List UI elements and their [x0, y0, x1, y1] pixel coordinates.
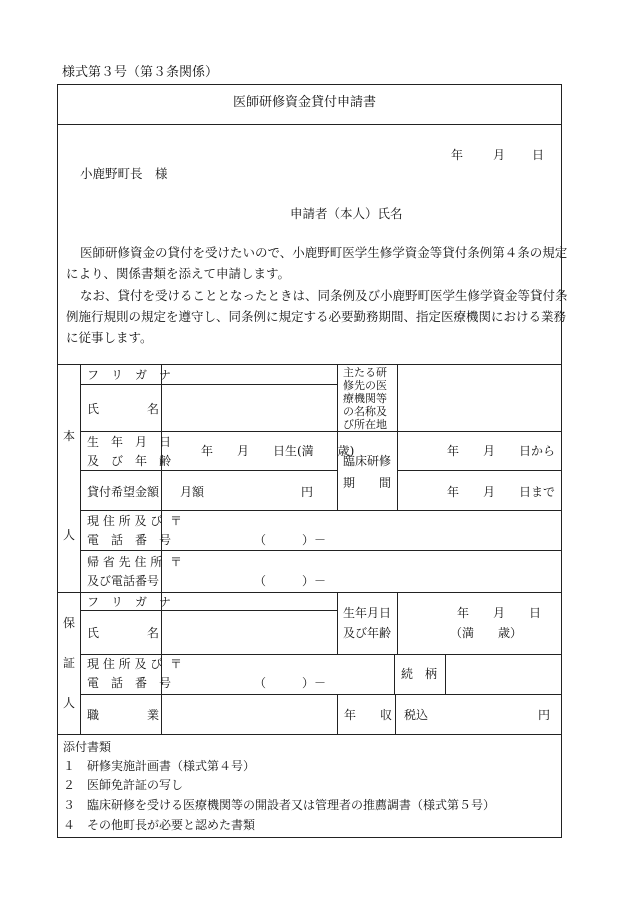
guarantor-address-label-1: 現 住 所 及 び [87, 657, 163, 671]
page-title: 医師研修資金貸付申請書 [233, 95, 377, 110]
guarantor-name-label: 氏 名 [87, 626, 160, 640]
institution-label-line-3: 療機関等 [343, 392, 387, 405]
attachment-item-1: １ 研修実施計画書（様式第４号） [63, 759, 256, 773]
occupation-label: 職 業 [87, 708, 160, 722]
attachment-item-3: ３ 臨床研修を受ける医療機関等の開設者又は管理者の推薦調書（様式第５号） [63, 798, 496, 812]
applicant-name-label: 氏 名 [87, 402, 160, 416]
loan-monthly-label: 月額 [180, 485, 205, 499]
guarantor-birth-value: 年 月 日 [457, 606, 542, 620]
guarantor-postal-mark: 〒 [170, 657, 183, 671]
paragraph-2-line-2: 例施行規則の規定を遵守し、同条例に規定する必要勤務期間、指定医療機関における業務 [66, 309, 567, 324]
institution-label-line-2: 修先の医 [343, 379, 387, 392]
form-number: 様式第３号（第３条関係） [62, 65, 219, 80]
institution-label-line-5: び所在地 [343, 418, 387, 431]
attachment-item-2: ２ 医師免許証の写し [63, 778, 184, 792]
institution-label-line-4: の名称及 [343, 405, 387, 418]
attachment-item-4: ４ その他町長が必要と認めた書類 [63, 818, 256, 832]
return-postal-mark: 〒 [170, 555, 183, 569]
return-address-label-1: 帰 省 先 住 所 [87, 555, 163, 569]
training-period-from: 年 月 日から [447, 444, 556, 458]
guarantor-birth-label-1: 生年月日 [343, 606, 392, 620]
return-phone: （ ）－ [254, 574, 327, 588]
guarantor-address-label-2: 電 話 番 号 [87, 676, 172, 690]
applicant-birth-label-2: 及 び 年 齢 [87, 454, 172, 468]
guarantor-section-char-1: 保 [63, 616, 76, 630]
applicant-birth-label-1: 生 年 月 日 [87, 435, 172, 449]
applicant-furigana-label: フ リ ガ ナ [87, 368, 172, 382]
guarantor-phone: （ ）－ [254, 676, 327, 690]
applicant-section-char-2: 人 [63, 528, 76, 542]
applicant-section-char-1: 本 [63, 429, 76, 443]
applicant-address-label-2: 電 話 番 号 [87, 533, 172, 547]
relationship-label: 続 柄 [401, 667, 438, 681]
paragraph-2-line-1: なお、貸付を受けることとなったときは、同条例及び小鹿野町医学生修学資金等貸付条 [80, 288, 568, 303]
paragraph-1-line-2: により、関係書類を添えて申請します。 [66, 266, 291, 281]
guarantor-section-char-2: 証 [63, 656, 76, 670]
date-month: 月 [493, 148, 506, 162]
date-year: 年 [451, 148, 464, 162]
loan-amount-label: 貸付希望金額 [87, 485, 160, 499]
guarantor-age-value: （満 歳） [450, 626, 523, 640]
income-yen-unit: 円 [538, 708, 551, 722]
loan-yen-unit: 円 [301, 485, 314, 499]
paragraph-1-line-1: 医師研修資金の貸付を受けたいので、小鹿野町医学生修学資金等貸付条例第４条の規定 [80, 245, 568, 260]
applicant-address-label-1: 現 住 所 及 び [87, 514, 163, 528]
attachments-heading: 添付書類 [63, 740, 112, 754]
date-day: 日 [532, 148, 545, 162]
applicant-name-line: 申請者（本人）氏名 [290, 206, 403, 221]
applicant-phone: （ ）－ [254, 533, 327, 547]
training-period-to: 年 月 日まで [447, 485, 556, 499]
applicant-birth-value: 年 月 日生(満 歳) [201, 444, 355, 458]
guarantor-section-char-3: 人 [63, 696, 76, 710]
guarantor-furigana-label: フ リ ガ ナ [87, 595, 172, 609]
paragraph-2-line-3: に従事します。 [66, 330, 153, 345]
training-period-label-1: 臨床研修 [343, 454, 392, 468]
annual-income-label: 年 収 [344, 708, 393, 722]
income-tax-included-label: 税込 [404, 708, 429, 722]
institution-label-line-1: 主たる研 [343, 366, 387, 379]
applicant-postal-mark: 〒 [170, 514, 183, 528]
return-address-label-2: 及び電話番号 [87, 574, 160, 588]
training-period-label-2: 期 間 [343, 476, 392, 490]
guarantor-birth-label-2: 及び年齢 [343, 626, 392, 640]
addressee: 小鹿野町長 様 [80, 166, 168, 181]
